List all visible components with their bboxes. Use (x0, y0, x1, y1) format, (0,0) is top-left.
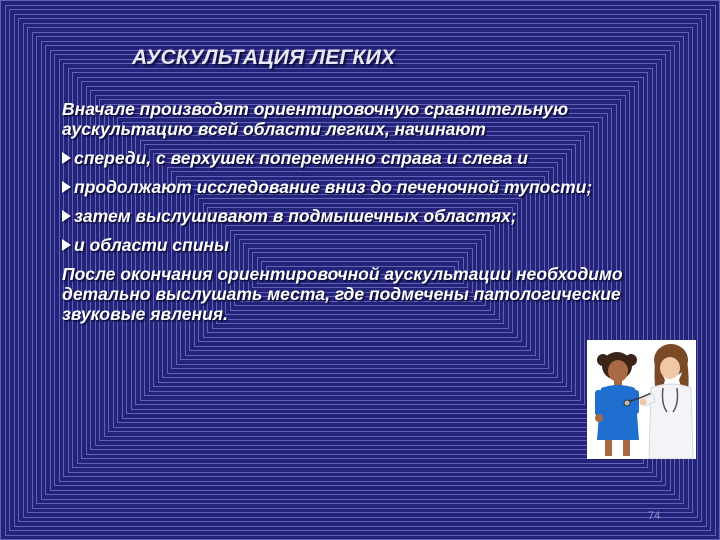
children-doctor-play-photo (587, 340, 696, 459)
bullet-item (62, 206, 652, 226)
arrow-bullet-icon (62, 181, 71, 193)
slide-title: АУСКУЛЬТАЦИЯ ЛЕГКИХ (132, 46, 396, 69)
arrow-bullet-icon (62, 239, 71, 251)
bullet-text: и области спины (74, 235, 229, 255)
bullet-text: продолжают исследование вниз до печеночной тупости; (74, 177, 593, 197)
bullet-text: затем выслушивают в подмышечных областях; (74, 206, 517, 226)
bullet-item (62, 177, 652, 197)
conclusion-paragraph: После окончания ориентировочной аускультации необходимо детально выслушать места, где подмечены патологические звуковые явления. (62, 264, 623, 324)
bullet-item (62, 148, 652, 168)
bullet-item (62, 235, 652, 255)
bullet-text: спереди, с верхушек попеременно справа и слева и (74, 148, 528, 168)
arrow-bullet-icon (62, 210, 71, 222)
intro-paragraph: Вначале производят ориентировочную сравнительную аускультацию всей области легких, начинают (62, 99, 569, 139)
arrow-bullet-icon (62, 152, 71, 164)
children-illustration (587, 340, 696, 459)
slide-body (62, 99, 652, 333)
page-number: 74 (648, 510, 661, 522)
